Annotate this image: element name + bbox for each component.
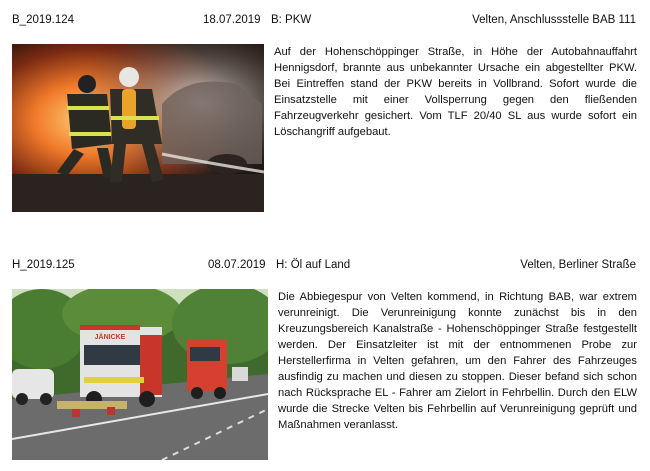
- oil-spill-road-photo: [12, 289, 268, 460]
- entry-date: 18.07.2019: [203, 14, 261, 26]
- entry-category: B: PKW: [271, 14, 312, 26]
- entry-id: B_2019.124: [12, 14, 75, 26]
- entry-category: H: Öl auf Land: [276, 259, 351, 271]
- entry-location: Velten, Anschlussstelle BAB 111: [472, 14, 636, 26]
- entry-location: Velten, Berliner Straße: [520, 259, 636, 271]
- entry-id: H_2019.125: [12, 259, 75, 271]
- truck-label: JÄNICKE: [94, 334, 126, 341]
- entry-date: 08.07.2019: [208, 259, 266, 271]
- entry-description: Auf der Hohenschöppinger Straße, in Höhe der Autobahnauffahrt Hennigsdorf, brannte aus unbekannter Ursache ein abgestellter PKW. Bei Eintreffen stand der PKW bereits in Vollbrand. Sofort wurde die Einsatzstelle mit einer Vollsperrung gegen den fließenden Fahrzeugverkehr gesichert. Vom TLF 20/40 SL aus wurde sofort ein Löschangriff aufgebaut.: [274, 46, 637, 138]
- car-fire-photo: [12, 44, 264, 212]
- entry-description: Die Abbiegespur von Velten kommend, in Richtung BAB, war extrem verunreinigt. Die Verunreinigung konnte zunächst bis in den Kreuzungsbereich Kanalstraße - Hohenschöppinger Straße festgestellt werden. Der Einsatzleiter ist mit der entnommenen Probe zur Herstellerfirma in Velten gefahren, um den Fahrer des Fahrzeuges ausfindig zu machen und diesen zu stoppen. Dieser befand sich schon nach Rücksprache EL - Fahrer am Zielort in Fehrbellin. Durch den ELW wurde die Strecke Velten bis Fehrbellin auf Verunreinigung geprüft und Maßnahmen veranlasst.: [278, 291, 637, 431]
